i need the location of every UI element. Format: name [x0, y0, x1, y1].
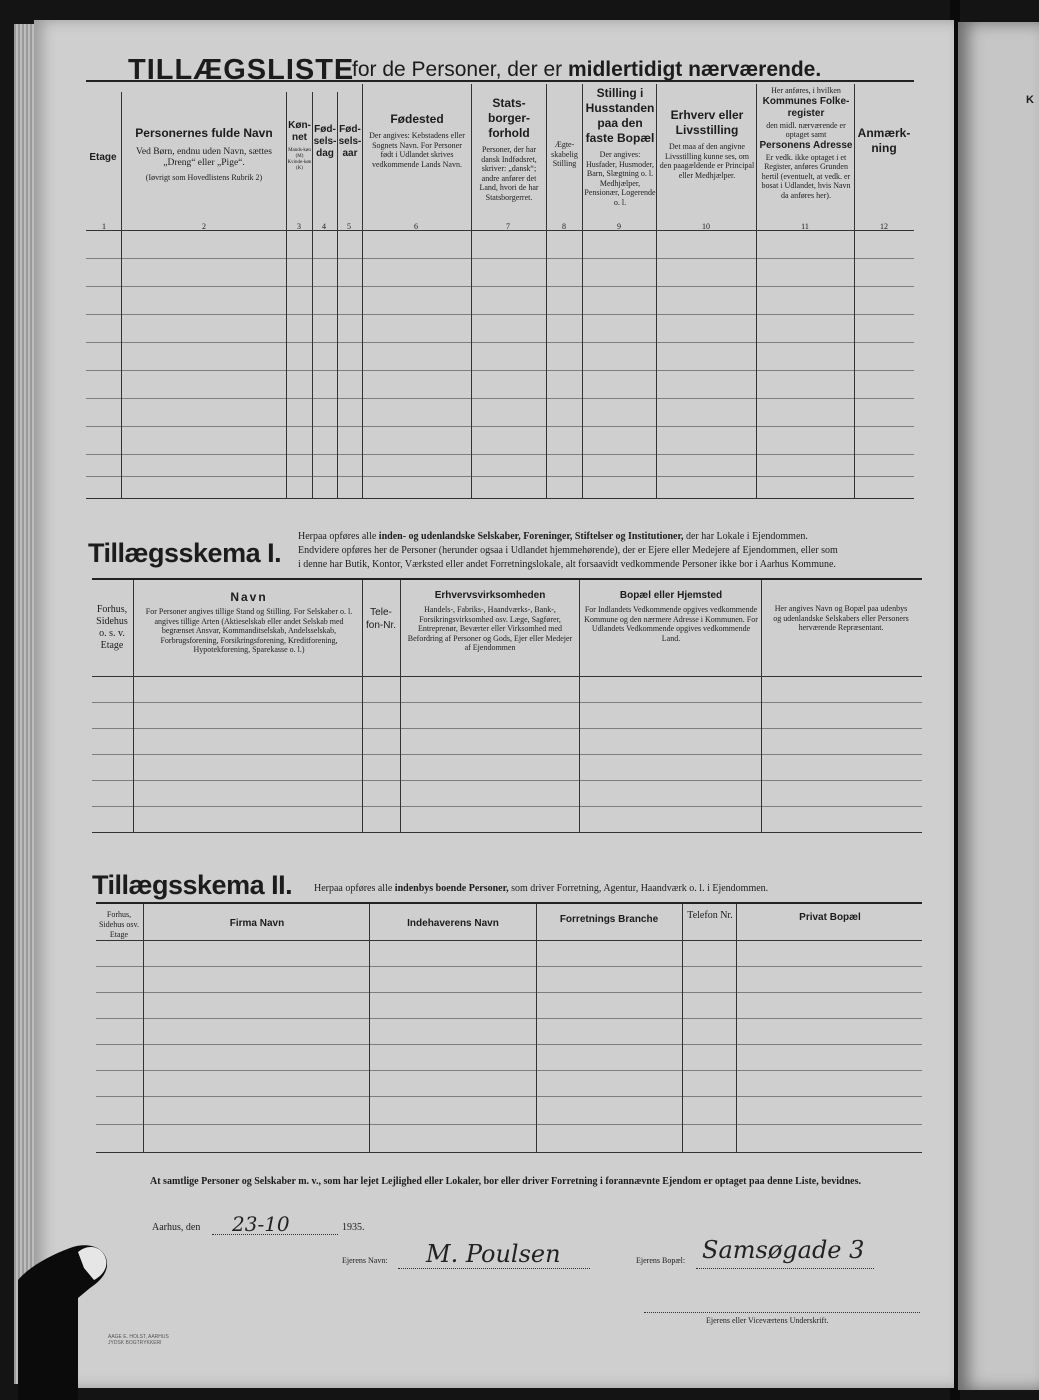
- col-header-birthday: Fød-sels-dag: [313, 124, 337, 159]
- col-header-birth-year: Fød-sels-aar: [338, 124, 362, 159]
- skema-1-intro: Herpaa opføres alle inden- og udenlandske Selskaber, Foreninger, Stiftelser og Institutioner, der har Lokale i Ejendommen. Endvidere opføres her de Personer (herunder ogsaa i Udlandet hjemmehørende), der er Ejere eller Medejere af Ejendommen, eller som i denne har Butik, Kontor, Værksted eller andet Forretningslokale, alt forsaavidt vedkommende Personer ikke bor i Aarhus Kommune.: [298, 531, 838, 570]
- date-handwritten: 23-10: [232, 1212, 290, 1236]
- column-number: 12: [880, 222, 888, 231]
- facing-page: [958, 22, 1039, 1390]
- column-divider: [736, 904, 737, 1152]
- table-row: [96, 1018, 922, 1019]
- column-number: 6: [414, 222, 418, 231]
- book-spine-edge: [14, 24, 36, 1384]
- skema-2-intro: Herpaa opføres alle indenbys boende Personer, som driver Forretning, Agentur, Haandværk o. l. i Ejendommen.: [314, 883, 769, 894]
- s1-header-etage: Forhus, Sidehus o. s. v. Etage: [96, 604, 128, 651]
- table-row: [96, 992, 922, 993]
- owner-address-line: [696, 1268, 874, 1269]
- table-row: [96, 966, 922, 967]
- section-title-skema-2: Tillægsskema II.: [92, 870, 293, 900]
- owner-name-line: [398, 1268, 590, 1269]
- s2-header-firm-name: Firma Navn: [229, 918, 285, 929]
- table-row: [92, 780, 922, 781]
- column-number: 7: [506, 222, 510, 231]
- s2-header-owner-name: Indehaverens Navn: [407, 918, 499, 929]
- s2-header-phone: Telefon Nr.: [687, 910, 733, 921]
- col-header-register-address: Her anføres, i hvilken Kommunes Folke-register den midl. nærværende er optaget samt Personens Adresse Er vedk. ikke optaget i et Register, anføres Grunden hertil (eventuelt, at vedk. er bosat i Udlandet, hvis Navn da anføres her).: [759, 86, 853, 200]
- table-row: [92, 806, 922, 807]
- col-header-etage: Etage: [89, 152, 117, 163]
- title-prefix: for de Personer, der er: [352, 58, 563, 81]
- table-row: [86, 454, 914, 455]
- column-divider: [682, 904, 683, 1152]
- column-divider: [143, 904, 144, 1152]
- s2-header-private-address: Privat Bopæl: [799, 912, 861, 923]
- title-bold: midlertidigt nærværende.: [567, 58, 822, 81]
- signature-line: [644, 1312, 920, 1313]
- printer-imprint: AAGE E. HOLST, AARHUS JYDSK BOGTRYKKERI: [108, 1334, 169, 1346]
- table-top-rule: [92, 578, 922, 580]
- col-header-citizenship: Stats-borger-forhold Personer, der har dansk Indfødsret, skriver: „dansk“; andre anfører det Land, hvori de har Statsborgerret.: [479, 96, 539, 202]
- table-row: [92, 728, 922, 729]
- col-header-marital-status: Ægte-skabelig Stilling: [551, 140, 578, 168]
- column-number: 10: [702, 222, 710, 231]
- column-number: 9: [617, 222, 621, 231]
- s2-header-etage: Forhus, Sidehus osv. Etage: [99, 910, 139, 939]
- column-number: 4: [322, 222, 326, 231]
- table-row: [86, 314, 914, 315]
- column-divider: [656, 84, 657, 498]
- column-number: 5: [347, 222, 351, 231]
- column-number: 2: [202, 222, 206, 231]
- table-top-rule: [96, 902, 922, 904]
- col-header-occupation: Erhverv eller Livsstilling Det maa af den angivne Livsstilling kunne ses, om den paagældende er Principal eller Medhjælper.: [659, 108, 755, 180]
- column-divider: [579, 580, 580, 832]
- place-label: Aarhus, den: [152, 1222, 201, 1233]
- col-header-remarks: Anmærk-ning: [857, 126, 911, 155]
- column-number: 3: [297, 222, 301, 231]
- owner-address-label: Ejerens Bopæl:: [636, 1256, 686, 1265]
- table-row: [96, 1124, 922, 1125]
- s1-header-business: Erhvervsvirksomheden Handels-, Fabriks-, Haandværks-, Bank-, Forsikringsvirksomhed osv. Læge, Sagfører, Entreprenør, Beværter eller Virksomhed med Befordring af Personer og Gods, Ejer eller Medejer af Ejendommen: [407, 590, 573, 652]
- column-divider: [471, 84, 472, 498]
- declaration-text: At samtlige Personer og Selskaber m. v., som har lejet Lejlighed eller Lokaler, bor eller driver Forretning i forannævnte Ejendom er optaget paa denne Liste, bevidnes.: [150, 1176, 861, 1187]
- table-row: [86, 258, 914, 259]
- s1-header-phone: Tele-fon-Nr.: [365, 607, 396, 631]
- section-title-skema-1: Tillægsskema I.: [88, 538, 282, 568]
- table-bottom-rule: [96, 1152, 922, 1153]
- col-header-household-position: Stilling i Husstanden paa den faste Bopæl Der angives: Husfader, Husmoder, Barn, Slægtning o. l. Medhjælper, Pensionær, Logerende o. l.: [584, 86, 656, 207]
- column-divider: [761, 580, 762, 832]
- table-row: [86, 286, 914, 287]
- col-header-sex: Køn-net Mands-køn (M) Kvinde-køn (K): [287, 120, 312, 171]
- owner-name-label: Ejerens Navn:: [342, 1256, 388, 1265]
- column-divider: [756, 84, 757, 498]
- col-header-full-name: Personernes fulde Navn Ved Børn, endnu uden Navn, sættes „Dreng“ eller „Pige“. (Iøvrigt som Hovedlistens Rubrik 2): [135, 126, 273, 182]
- page-title: TILLÆGSLISTE: [128, 54, 355, 86]
- s1-header-name: Navn For Personer angives tillige Stand og Stilling. For Selskaber o. l. angives tillige Arten (Aktieselskab eller andet Selskab med begrænset Ansvar, Kommanditselskab, Andelsselskab, Forbrugsforening, Forsikringsforening, Kreditforening, Hypotekforening, Sparekasse o. l.): [145, 590, 353, 654]
- table-bottom-rule: [92, 832, 922, 833]
- table-row: [96, 1096, 922, 1097]
- page-title-subtitle: [352, 58, 821, 82]
- s2-header-branch: Forretnings Branche: [559, 914, 659, 925]
- column-number: 11: [801, 222, 809, 231]
- column-divider: [133, 580, 134, 832]
- col-header-birthplace: Fødested Der angives: Kebstadens eller Sognets Navn. For Personer født i Udlandet skrives vedkommende Lands Navn.: [369, 112, 465, 169]
- header-bottom-rule: [96, 940, 922, 941]
- table-row: [86, 426, 914, 427]
- column-divider: [854, 84, 855, 498]
- table-row: [86, 370, 914, 371]
- facing-page-letter: K: [1026, 94, 1034, 106]
- signature-label: Ejerens eller Viceværtens Underskrift.: [706, 1316, 829, 1325]
- owner-name-handwritten: M. Poulsen: [426, 1240, 561, 1268]
- s1-header-residence: Bopæl eller Hjemsted For Indlandets Vedkommende opgives vedkommende Kommune og den nærmere Adresse i Kommunen. For Udlandets Vedkommende opgives vedkommende Land.: [584, 590, 758, 643]
- table-row: [86, 398, 914, 399]
- column-divider: [369, 904, 370, 1152]
- table-row: [92, 754, 922, 755]
- column-divider: [536, 904, 537, 1152]
- table-row: [86, 342, 914, 343]
- owner-address-handwritten: Samsøgade 3: [702, 1236, 865, 1264]
- table-row: [86, 476, 914, 477]
- column-divider: [362, 84, 363, 498]
- column-number: 8: [562, 222, 566, 231]
- s1-header-representative: Her angives Navn og Bopæl paa udenbys og udenlandske Selskabers eller Personers herværende Repræsentant.: [773, 604, 909, 632]
- table-row: [92, 702, 922, 703]
- table-row: [96, 1044, 922, 1045]
- column-number: 1: [102, 222, 106, 231]
- header-bottom-rule: [92, 676, 922, 677]
- year-label: 1935.: [342, 1222, 365, 1233]
- column-divider: [582, 84, 583, 498]
- column-divider: [400, 580, 401, 832]
- table-row: [96, 1070, 922, 1071]
- table-bottom-rule: [86, 498, 914, 499]
- table-top-rule: [86, 80, 914, 82]
- column-divider: [121, 92, 122, 498]
- page-clip: [18, 1228, 110, 1400]
